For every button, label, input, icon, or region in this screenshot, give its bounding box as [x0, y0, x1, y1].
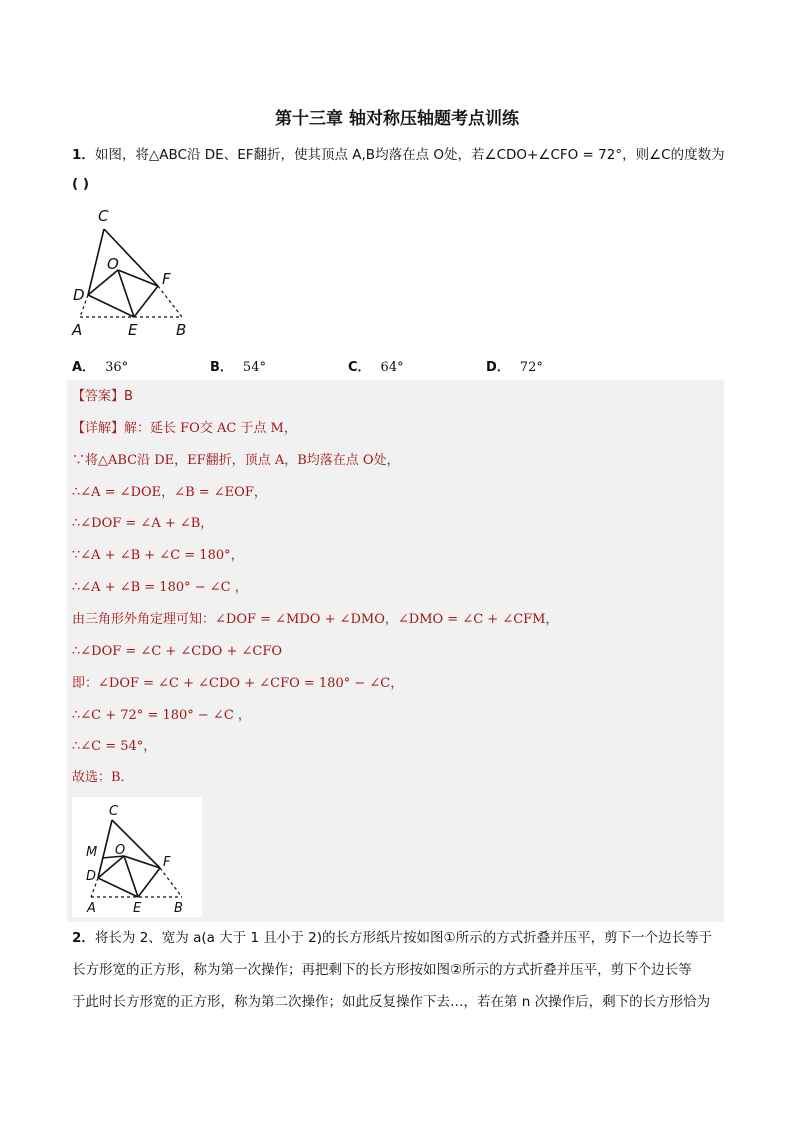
label-E: E	[128, 321, 138, 339]
question-2-number: 2．	[72, 930, 95, 946]
edge-CD	[98, 820, 112, 878]
edge-EF	[138, 868, 160, 897]
solution-line-3: ∴∠A = ∠DOE，∠B = ∠EOF，	[72, 485, 267, 500]
label-B: B	[174, 901, 183, 916]
label-M: M	[86, 845, 98, 860]
solution-line-1: 【详解】解：延长 FO交 AC 于点 M，	[72, 421, 297, 436]
solution-line-9: 即：∠DOF = ∠C + ∠CDO + ∠CFO = 180° − ∠C，	[72, 676, 404, 691]
label-C: C	[98, 207, 109, 225]
label-F: F	[162, 270, 171, 288]
option-d[interactable]: D． 72°	[486, 360, 543, 375]
question-1-number: 1．	[72, 147, 95, 163]
label-A: A	[72, 321, 83, 339]
question-1-paren: ( )	[72, 176, 90, 192]
page-title: 第十三章 轴对称压轴题考点训练	[275, 109, 519, 129]
label-F: F	[163, 855, 171, 870]
label-D: D	[86, 869, 97, 884]
question-1-stem	[72, 145, 725, 165]
question-2-line-3: 于此时长方形宽的正方形，称为第二次操作；如此反复操作下去…，若在第 n 次操作后，剩下的长方形恰为	[72, 994, 711, 1010]
dashed-FB	[160, 868, 182, 897]
question-1-text: 如图，将△ABC沿 DE、EF翻折，使其顶点 A,B均落在点 O处，若∠CDO+∠CFO = 72°，则∠C的度数为	[94, 147, 725, 163]
detail-tag: 【详解】	[72, 421, 125, 436]
question-2-line-1: 2．将长为 2、宽为 a(a 大于 1 且小于 2)的长方形纸片按如图①所示的方式折叠并压平，剪下一个边长等于	[72, 930, 713, 946]
label-A: A	[87, 901, 96, 916]
solution-line-2: ∵将△ABC沿 DE，EF翻折，顶点 A，B均落在点 O处，	[72, 453, 400, 468]
label-C: C	[109, 804, 119, 819]
dashed-FB	[158, 286, 182, 317]
solution-line-4: ∴∠DOF = ∠A + ∠B，	[72, 516, 214, 531]
answer-tag: 【答案】B	[72, 389, 133, 404]
edge-OF	[118, 270, 158, 286]
option-b[interactable]: B． 54°	[210, 360, 266, 375]
edge-CD	[88, 229, 104, 295]
label-D: D	[73, 286, 85, 304]
edge-EF	[134, 286, 158, 317]
solution-line-12: 故选：B．	[72, 770, 134, 785]
question-1-figure	[66, 204, 196, 340]
label-E: E	[133, 901, 142, 916]
solution-line-6: ∴∠A + ∠B = 180° − ∠C ，	[72, 580, 248, 595]
option-c[interactable]: C． 64°	[348, 360, 404, 375]
solution-line-7: 由三角形外角定理可知：∠DOF = ∠MDO + ∠DMO，∠DMO = ∠C + ∠CFM，	[72, 612, 559, 627]
label-B: B	[176, 321, 187, 339]
solution-line-5: ∵∠A + ∠B + ∠C = 180°，	[72, 548, 244, 563]
label-O: O	[107, 255, 119, 273]
solution-line-8: ∴∠DOF = ∠C + ∠CDO + ∠CFO	[72, 644, 283, 659]
solution-figure	[78, 800, 202, 916]
question-2-line-2: 长方形宽的正方形，称为第一次操作；再把剩下的长方形按如图②所示的方式折叠并压平，剪下个边长等	[72, 962, 692, 978]
option-a[interactable]: A． 36°	[72, 360, 129, 375]
solution-line-10: ∴∠C + 72° = 180° − ∠C ，	[72, 708, 251, 723]
label-O: O	[115, 843, 126, 858]
solution-line-11: ∴∠C = 54°，	[72, 739, 157, 754]
